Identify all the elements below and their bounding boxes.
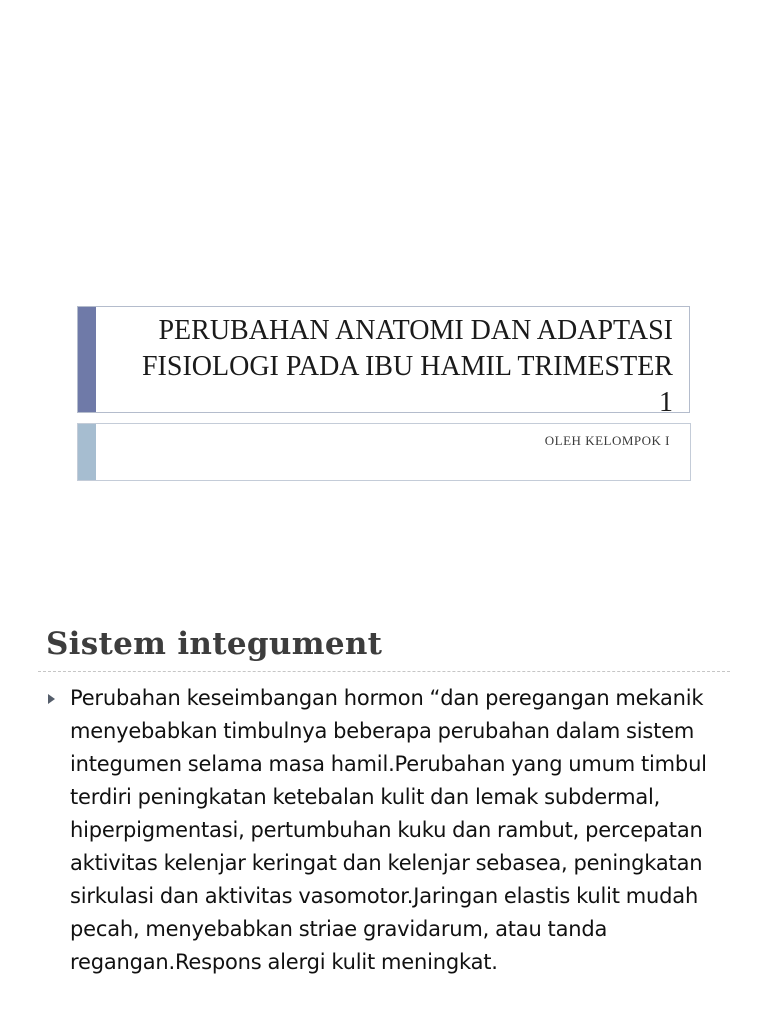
title-accent-bar <box>78 307 96 412</box>
bullet-list <box>46 682 730 979</box>
heading-divider <box>38 671 730 672</box>
content-slide <box>0 600 768 1024</box>
list-item <box>46 682 730 979</box>
presentation-subtitle: OLEH KELOMPOK I <box>544 433 670 448</box>
bullet-text: Perubahan keseimbangan hormon “dan peregangan mekanik menyebabkan timbulnya beberapa perubahan dalam sistem integumen selama masa hamil.Perubahan yang umum timbul terdiri peningkatan ketebalan kulit dan lemak subdermal, hiperpigmentasi, pertumbuhan kuku dan rambut, percepatan aktivitas kelenjar keringat dan kelenjar sebasea, peningkatan sirkulasi dan aktivitas vasomotor.Jaringan elastis kulit mudah pecah, menyebabkan striae gravidarum, atau tanda regangan.Respons alergi kulit meningkat. <box>70 686 707 974</box>
subtitle-accent-bar <box>78 424 96 480</box>
slide-heading: Sistem integument <box>46 626 383 662</box>
presentation-title: PERUBAHAN ANATOMI DAN ADAPTASI FISIOLOGI PADA IBU HAMIL TRIMESTER 1 <box>141 315 673 418</box>
title-box <box>77 306 690 418</box>
subtitle-box <box>77 423 691 481</box>
triangle-bullet-icon <box>48 694 55 704</box>
